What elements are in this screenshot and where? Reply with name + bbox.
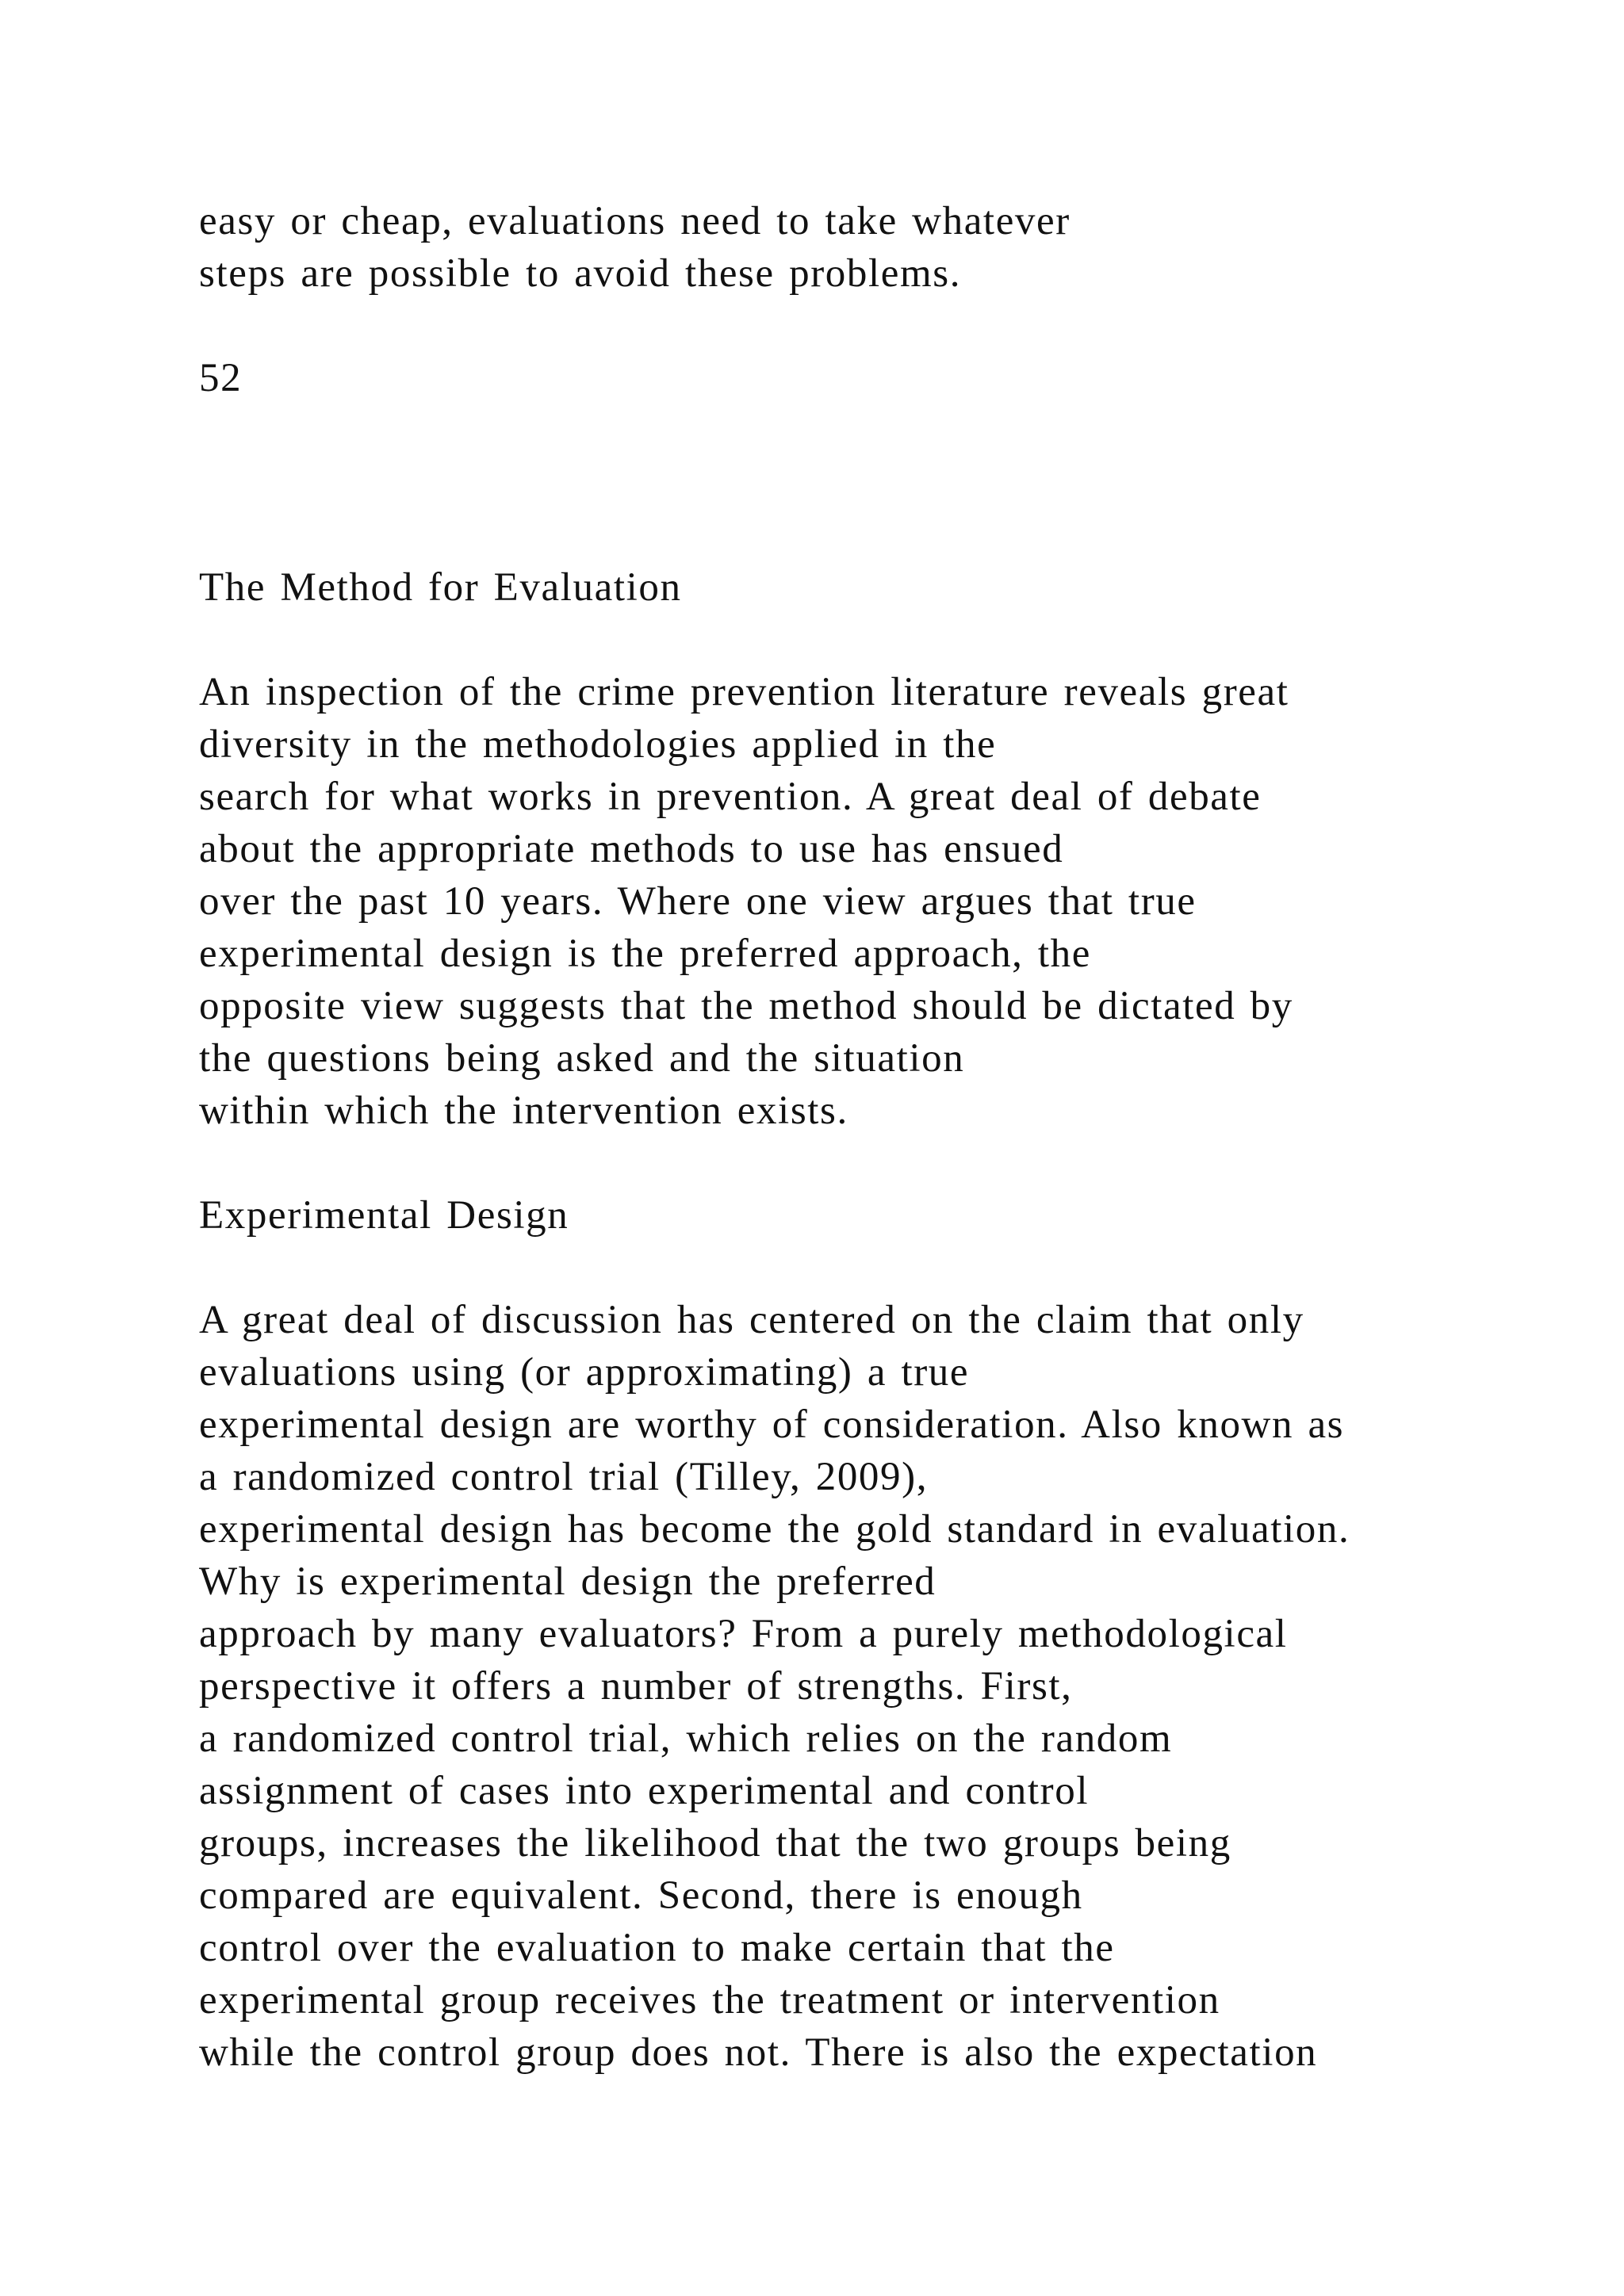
text-line: assignment of cases into experimental and control — [199, 1769, 1090, 1813]
text-line: diversity in the methodologies applied in the — [199, 722, 997, 767]
text-line: control over the evaluation to make certain that the — [199, 1926, 1115, 1970]
text-line: the questions being asked and the situation — [199, 1036, 965, 1081]
text-line: steps are possible to avoid these problems. — [199, 251, 962, 296]
text-line: An inspection of the crime prevention literature reveals great — [199, 670, 1289, 714]
experimental-design-paragraph — [199, 1294, 1468, 2079]
text-line: Why is experimental design the preferred — [199, 1559, 936, 1604]
text-line: search for what works in prevention. A great deal of debate — [199, 775, 1262, 819]
text-line: A great deal of discussion has centered on the claim that only — [199, 1298, 1304, 1342]
text-line: perspective it offers a number of strengths. First, — [199, 1664, 1073, 1709]
text-line: experimental group receives the treatment or intervention — [199, 1978, 1220, 2022]
document-page — [199, 195, 1468, 2079]
page-number: 52 — [199, 356, 243, 400]
text-line: compared are equivalent. Second, there is enough — [199, 1873, 1083, 1918]
text-line: groups, increases the likelihood that the two groups being — [199, 1821, 1231, 1866]
method-paragraph — [199, 666, 1468, 1137]
text-line: experimental design is the preferred approach, the — [199, 932, 1091, 976]
text-line: approach by many evaluators? From a purely methodological — [199, 1612, 1288, 1656]
text-line: a randomized control trial, which relies on the random — [199, 1716, 1173, 1761]
text-line: evaluations using (or approximating) a true — [199, 1350, 970, 1395]
section-heading-method: The Method for Evaluation — [199, 565, 682, 610]
intro-paragraph — [199, 195, 1468, 300]
text-line: experimental design has become the gold standard in evaluation. — [199, 1507, 1350, 1552]
text-line: over the past 10 years. Where one view argues that true — [199, 879, 1197, 924]
text-line: while the control group does not. There is also the expectation — [199, 2030, 1318, 2075]
text-line: about the appropriate methods to use has ensued — [199, 827, 1064, 871]
text-line: a randomized control trial (Tilley, 2009), — [199, 1455, 929, 1499]
text-line: within which the intervention exists. — [199, 1089, 848, 1133]
text-line: experimental design are worthy of consideration. Also known as — [199, 1402, 1345, 1447]
text-line: opposite view suggests that the method should be dictated by — [199, 984, 1293, 1028]
text-line: easy or cheap, evaluations need to take whatever — [199, 199, 1071, 243]
section-heading-experimental-design: Experimental Design — [199, 1193, 569, 1238]
